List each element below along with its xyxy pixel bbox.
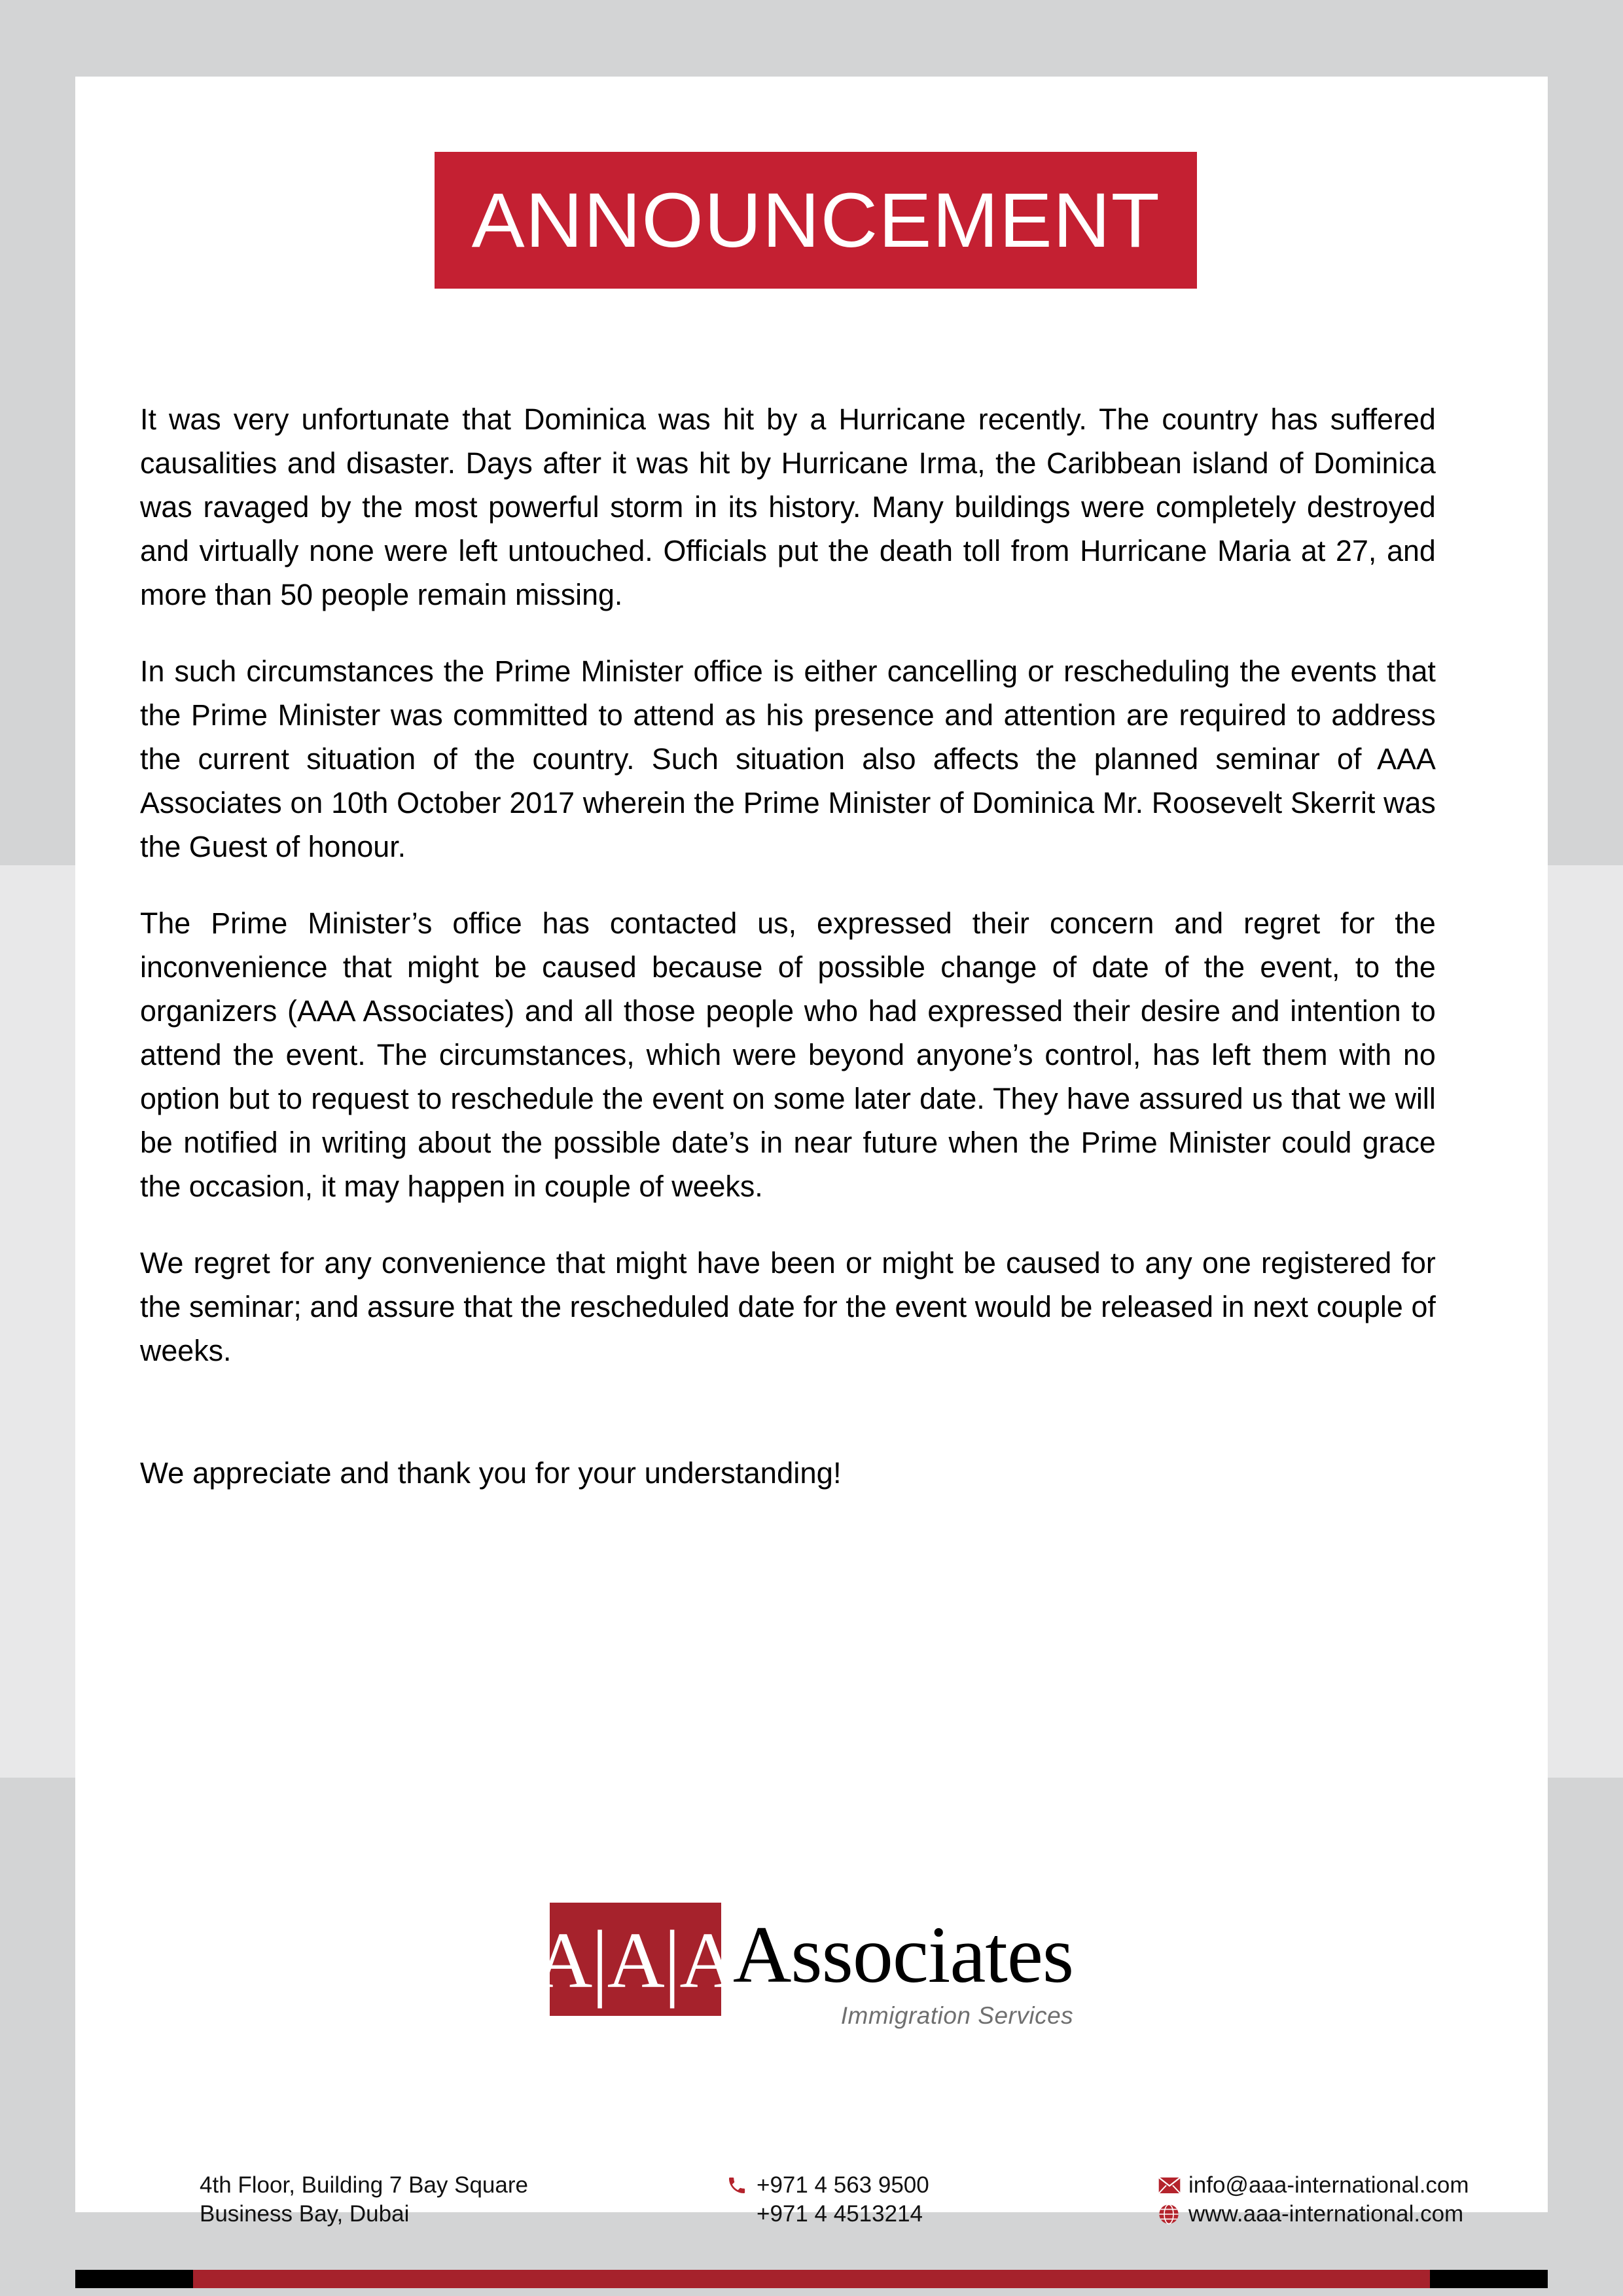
phone-row-1 xyxy=(726,2171,1158,2200)
website-row xyxy=(1158,2200,1472,2229)
logo-inner xyxy=(535,1903,1074,2030)
address-line-2: Business Bay, Dubai xyxy=(200,2201,410,2227)
document-sheet xyxy=(75,77,1548,2227)
envelope-icon xyxy=(1158,2171,1188,2200)
body-content xyxy=(140,397,1455,1495)
phone-icon xyxy=(726,2171,757,2200)
footer-phone-column xyxy=(726,2171,1158,2229)
paragraph-4: We regret for any convenience that might have been or might be caused to any one registered for the seminar; and assure that the rescheduled date for the event would be released in next couple of weeks. xyxy=(140,1246,1436,1367)
logo-letter-a-3: A xyxy=(679,1916,736,2005)
logo-mark-square xyxy=(535,1903,736,2016)
logo-tagline: Immigration Services xyxy=(840,2002,1074,2029)
bottom-bar-segment-red xyxy=(193,2270,1430,2288)
footer-address-column xyxy=(151,2171,726,2229)
logo-divider-1: | xyxy=(591,1912,607,2009)
paragraph-2: In such circumstances the Prime Minister office is either cancelling or rescheduling the events that the Prime Minister was committed to attend as his presence and attention are required to address the current situation of the country. Such situation also affects the planned seminar of AAA Associates on 10th October 2017 wherein the Prime Minister of Dominica Mr. Roosevelt Skerrit was the Guest of honour. xyxy=(140,655,1436,863)
email-row xyxy=(1158,2171,1472,2200)
paragraph-1: It was very unfortunate that Dominica was hit by a Hurricane recently. The country has suffered causalities and disaster. Days after it was hit by Hurricane Irma, the Caribbean island of Dominica was ravaged by the most powerful storm in its history. Many buildings were completely destroyed and virtually none were left untouched. Officials put the death toll from Hurricane Maria at 27, and more than 50 people remain missing. xyxy=(140,403,1436,611)
footer-contact xyxy=(151,2171,1472,2229)
bottom-bar-segment-black-left xyxy=(75,2270,193,2288)
company-logo xyxy=(75,1903,1548,2030)
email-address[interactable]: info@aaa-international.com xyxy=(1188,2172,1469,2198)
announcement-banner-fill xyxy=(435,152,1197,289)
logo-wordmark-group xyxy=(733,1903,1073,2030)
paragraph-3: The Prime Minister’s office has contacted us, expressed their concern and regret for the inconvenience that might be caused because of possible change of date of the event, to the organizers (AAA Associates) and all those people who had expressed their desire and intention to attend the event. The circumstances, which were beyond anyone’s control, has left them with no option but to request to reschedule the event on some later date. They have assured us that we will be notified in writing about the possible date’s in near future when the Prime Minister could grace the occasion, it may happen in couple of weeks. xyxy=(140,906,1436,1203)
phone-row-2 xyxy=(726,2200,1158,2229)
logo-wordmark: Associates xyxy=(732,1910,1074,2000)
phone-number-2[interactable]: +971 4 4513214 xyxy=(757,2201,923,2227)
logo-letter-a-2: A xyxy=(607,1916,664,2005)
announcement-banner xyxy=(435,152,1197,289)
website-url[interactable]: www.aaa-international.com xyxy=(1188,2201,1464,2227)
bottom-accent-bar xyxy=(75,2270,1548,2288)
logo-divider-2: | xyxy=(663,1912,680,2009)
bottom-bar-segment-black-right xyxy=(1430,2270,1548,2288)
page-title: ANNOUNCEMENT xyxy=(471,177,1160,264)
globe-icon xyxy=(1158,2200,1188,2229)
phone-number-1[interactable]: +971 4 563 9500 xyxy=(757,2172,929,2198)
closing-line: We appreciate and thank you for your understanding! xyxy=(140,1456,842,1490)
logo-letter-a-1: A xyxy=(535,1916,592,2005)
logo-mark-letters xyxy=(535,1912,736,2009)
footer-web-column xyxy=(1158,2171,1472,2229)
address-line-1: 4th Floor, Building 7 Bay Square xyxy=(200,2172,528,2198)
